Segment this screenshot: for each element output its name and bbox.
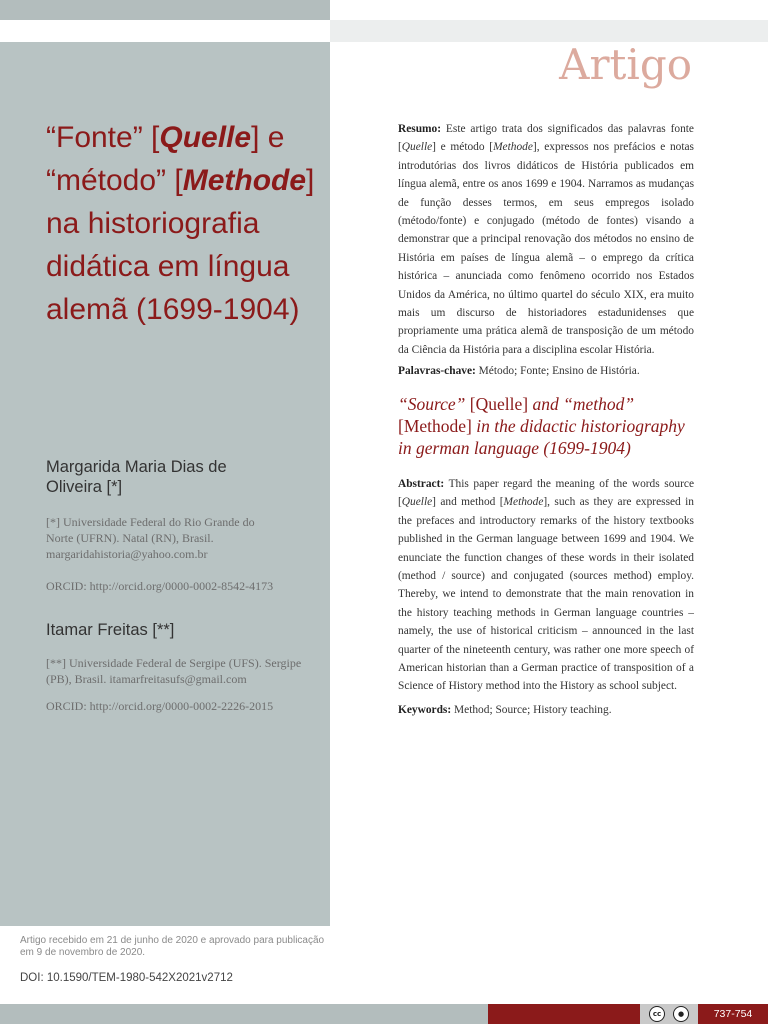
english-title: “Source” [Quelle] and “method” [Methode] in the didactic historiography in german language (1699-1904)	[398, 394, 685, 458]
received-note: Artigo recebido em 21 de junho de 2020 e aprovado para publicação em 9 de novembro de 2020.	[20, 935, 325, 958]
keywords-label: Keywords:	[398, 704, 452, 716]
cc-icon: cc	[649, 1006, 665, 1022]
author-affiliation-1: [*] Universidade Federal do Rio Grande do Norte (UFRN). Natal (RN), Brasil. margaridahistoria@yahoo.com.br	[46, 515, 255, 561]
author-name-2: Itamar Freitas [**]	[46, 621, 175, 639]
author-name-1: Margarida Maria Dias de Oliveira [*]	[46, 458, 227, 496]
bottom-bar	[0, 1004, 488, 1024]
palavras-chave-label: Palavras-chave:	[398, 365, 476, 377]
doi-link[interactable]: DOI: 10.1590/TEM-1980-542X2021v2712	[20, 972, 233, 984]
article-title: “Fonte” [Quelle] e “método” [Methode] na historiografia didática em língua alemã (1699-1904)	[46, 121, 315, 326]
creative-commons-badge[interactable]	[640, 1004, 698, 1024]
author-affiliation-2: [**] Universidade Federal de Sergipe (UFS). Sergipe (PB), Brasil. itamarfreitasufs@gmail.com	[46, 656, 302, 686]
abstract-paragraph: Abstract: This paper regard the meaning of the words source [Quelle] and method [Methode], such as they are expressed in the prefaces and introductory remarks of the history textbooks published in the German language between 1699 and 1904. We enunciate the function changes of these words in their isolated (method / source) and conjugated (sources method) employ. Thereby, we intend to demonstrate that the main renovation in the history teaching methods in German language countries – namely, the use of historical criticism – announced in the last quarter of the nineteenth century, was rather one more speech of American historian than a German practice of transposition of a Science of History method into the History as school subject.	[398, 478, 694, 693]
author-orcid-2[interactable]: ORCID: http://orcid.org/0000-0002-2226-2015	[46, 699, 274, 713]
header-strip	[330, 20, 768, 42]
section-label: Artigo	[559, 40, 692, 89]
top-bar	[0, 0, 330, 20]
page-range: 737-754	[698, 1004, 768, 1024]
abstract-label: Abstract:	[398, 478, 445, 490]
author-orcid-1[interactable]: ORCID: http://orcid.org/0000-0002-8542-4173	[46, 579, 274, 593]
by-icon: ●	[673, 1006, 689, 1022]
keywords: Keywords: Method; Source; History teaching.	[398, 704, 612, 716]
bottom-accent-bar	[488, 1004, 640, 1024]
palavras-chave: Palavras-chave: Método; Fonte; Ensino de História.	[398, 365, 640, 377]
resumo-paragraph: Resumo: Este artigo trata dos significados das palavras fonte [Quelle] e método [Methode], expressos nos prefácios e notas introdutórias dos livros didáticos de História publicados em língua alemã, entre os anos 1699 e 1904. Narramos as mudanças de função desses termos, em seus empregos isolado (método/fonte) e conjugado (método de fontes) visando a demonstrar que a principal renovação dos métodos no ensino de História em países de língua alemã – o emprego da crítica histórica – anunciada como fenômeno ocorrido nos Estados Unidos da América, no último quartel do século XIX, era muito mais um discurso de historiadores estadunidenses que propriamente uma prática alemã de transposição de um método da Ciência da História para a disciplina escolar História.	[398, 123, 694, 356]
resumo-label: Resumo:	[398, 123, 442, 135]
